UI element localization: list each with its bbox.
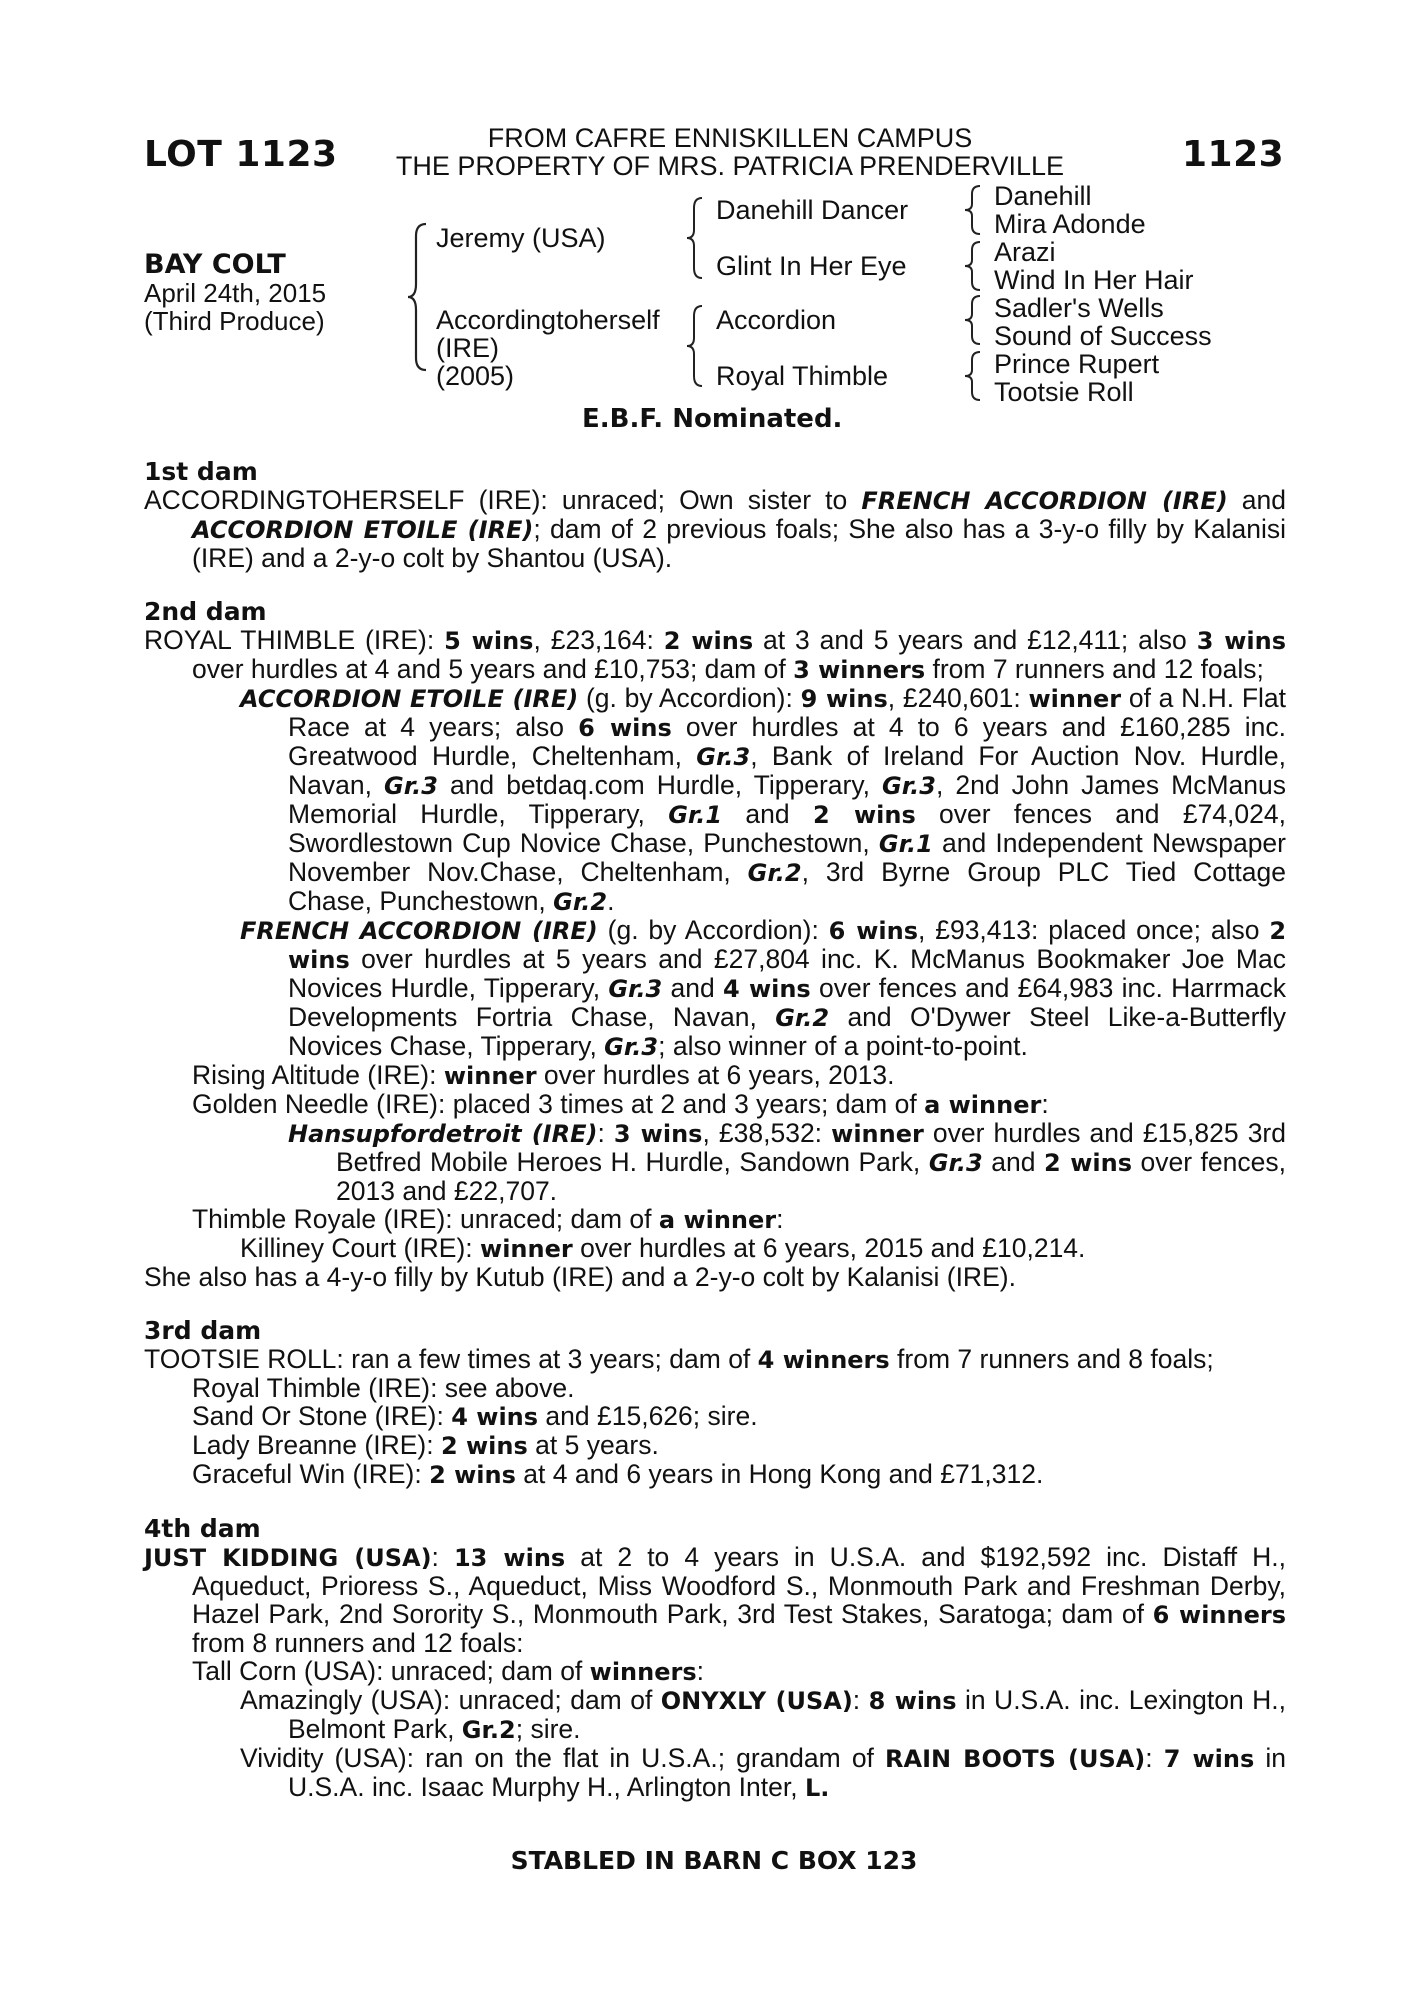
lot-label: LOT 1123: [144, 134, 338, 175]
pedigree-dam-line1: Accordingtoherself: [436, 305, 660, 335]
pedigree-g2: Mira Adonde: [994, 209, 1146, 239]
dam2-produce-french-accordion: FRENCH ACCORDION (IRE) (g. by Accordion): 6 wins, £93,413: placed once; also 2 wins over hurdles at 5 years and £27,804 inc. K. McManus Bookmaker Joe Mac Novices Hurdle, Tipperary, Gr.3 and 4 wins over fences and £64,983 inc. Harrmack Developments Fortria Chase, Navan, Gr.2 and O'Dywer Steel Like-a-Butterfly Novices Chase, Tipperary, Gr.3; also winner of a point-to-point.: [240, 915, 1287, 1061]
dam3-produce-sand-or-stone: Sand Or Stone (IRE): 4 wins and £15,626; sire.: [192, 1401, 758, 1431]
dam2-grandproduce-killiney-court: Killiney Court (IRE): winner over hurdles at 6 years, 2015 and £10,214.: [240, 1233, 1086, 1263]
dam4-produce-tall-corn: Tall Corn (USA): unraced; dam of winners:: [192, 1656, 704, 1686]
pedigree-dam-dam: Royal Thimble: [716, 361, 889, 391]
pedigree-g3: Arazi: [994, 237, 1056, 267]
horse-foaled: April 24th, 2015: [144, 278, 327, 308]
dam2-produce-accordion-etoile: ACCORDION ETOILE (IRE) (g. by Accordion): 9 wins, £240,601: winner of a N.H. Flat Race at 4 years; also 6 wins over hurdles at 4 to 6 years and £160,285 inc. Greatwood Hurdle, Cheltenham, Gr.3, Bank of Ireland For Auction Nov. Hurdle, Navan, Gr.3 and betdaq.com Hurdle, Tipperary, Gr.3, 2nd John James McManus Memorial Hurdle, Tipperary, Gr.1 and 2 wins over fences and £74,024, Swordlestown Cup Novice Chase, Punchestown, Gr.1 and Independent Newspaper November Nov.Chase, Cheltenham, Gr.2, 3rd Byrne Group PLC Tied Cottage Chase, Punchestown, Gr.2.: [240, 683, 1287, 916]
pedigree-dam-line2: (IRE): [436, 333, 499, 363]
pedigree-brace-main: [404, 222, 434, 372]
dam3-produce-royal-thimble: Royal Thimble (IRE): see above.: [192, 1373, 575, 1403]
dam3-produce-graceful-win: Graceful Win (IRE): 2 wins at 4 and 6 years in Hong Kong and £71,312.: [192, 1459, 1044, 1489]
pedigree-g1: Danehill: [994, 181, 1092, 211]
dam4-grandproduce-amazingly: Amazingly (USA): unraced; dam of ONYXLY (USA): 8 wins in U.S.A. inc. Lexington H., Belmont Park, Gr.2; sire.: [240, 1685, 1286, 1744]
dam2-produce-golden-needle: Golden Needle (IRE): placed 3 times at 2 and 3 years; dam of a winner:: [192, 1089, 1049, 1119]
lot-number: 1123: [1182, 134, 1285, 175]
pedigree-g8: Tootsie Roll: [994, 377, 1134, 407]
pedigree-dam-sire: Accordion: [716, 305, 837, 335]
section-heading-3rd-dam: 3rd dam: [144, 1316, 262, 1345]
consignor-line-2: THE PROPERTY OF MRS. PATRICIA PRENDERVILLE: [395, 151, 1065, 181]
section-heading-2nd-dam: 2nd dam: [144, 597, 267, 626]
dam2-paragraph: ROYAL THIMBLE (IRE): 5 wins, £23,164: 2 wins at 3 and 5 years and £12,411; also 3 wins over hurdles at 4 and 5 years and £10,753; dam of 3 winners from 7 runners and 12 foals;: [144, 625, 1287, 684]
pedigree-brace-g4: [962, 350, 984, 402]
dam2-produce-rising-altitude: Rising Altitude (IRE): winner over hurdles at 6 years, 2013.: [192, 1060, 895, 1090]
dam4-paragraph: JUST KIDDING (USA): 13 wins at 2 to 4 years in U.S.A. and $192,592 inc. Distaff H., Aqueduct, Prioress S., Aqueduct, Miss Woodford S., Monmouth Park and Freshman Derby, Hazel Park, 2nd Sorority S., Monmouth Park, 3rd Test Stakes, Saratoga; dam of 6 winners from 8 runners and 12 foals:: [144, 1542, 1286, 1658]
pedigree-g4: Wind In Her Hair: [994, 265, 1194, 295]
pedigree-brace-g3: [962, 294, 984, 346]
section-heading-4th-dam: 4th dam: [144, 1514, 261, 1543]
pedigree-sire: Jeremy (USA): [436, 223, 606, 253]
pedigree-brace-dam: [684, 304, 706, 388]
pedigree-g5: Sadler's Wells: [994, 293, 1164, 323]
pedigree-dam-line3: (2005): [436, 361, 515, 391]
dam4-grandproduce-vividity: Vividity (USA): ran on the flat in U.S.A.; grandam of RAIN BOOTS (USA): 7 wins in U.S.A. inc. Isaac Murphy H., Arlington Inter, L.: [240, 1743, 1286, 1802]
ebf-nomination: E.B.F. Nominated.: [582, 404, 843, 434]
consignor-line-1: FROM CAFRE ENNISKILLEN CAMPUS: [487, 123, 973, 153]
section-heading-1st-dam: 1st dam: [144, 457, 258, 486]
catalogue-body: [144, 458, 1286, 1802]
horse-produce: (Third Produce): [144, 306, 325, 336]
horse-sex: BAY COLT: [144, 249, 286, 280]
pedigree-brace-sire: [684, 196, 706, 280]
pedigree-sire-dam: Glint In Her Eye: [716, 251, 907, 281]
pedigree-sire-sire: Danehill Dancer: [716, 195, 909, 225]
dam2-produce-thimble-royale: Thimble Royale (IRE): unraced; dam of a winner:: [192, 1204, 784, 1234]
pedigree-brace-g2: [962, 240, 984, 292]
dam3-paragraph: TOOTSIE ROLL: ran a few times at 3 years; dam of 4 winners from 7 runners and 8 foals;: [144, 1344, 1214, 1374]
dam3-produce-lady-breanne: Lady Breanne (IRE): 2 wins at 5 years.: [192, 1430, 659, 1460]
pedigree-g7: Prince Rupert: [994, 349, 1160, 379]
dam2-grandproduce-hansupfordetroit: Hansupfordetroit (IRE): 3 wins, £38,532: winner over hurdles and £15,825 3rd Betfred Mobile Heroes H. Hurdle, Sandown Park, Gr.3 and 2 wins over fences, 2013 and £22,707.: [288, 1118, 1287, 1206]
dam1-paragraph: ACCORDINGTOHERSELF (IRE): unraced; Own sister to FRENCH ACCORDION (IRE) and ACCORDION ETOILE (IRE); dam of 2 previous foals; She also has a 3-y-o filly by Kalanisi (IRE) and a 2-y-o colt by Shantou (USA).: [144, 485, 1287, 573]
dam2-closing-note: She also has a 4-y-o filly by Kutub (IRE) and a 2-y-o colt by Kalanisi (IRE).: [144, 1262, 1016, 1292]
pedigree-brace-g1: [962, 184, 984, 236]
pedigree-g6: Sound of Success: [994, 321, 1212, 351]
stabling-footer: STABLED IN BARN C BOX 123: [510, 1846, 918, 1875]
